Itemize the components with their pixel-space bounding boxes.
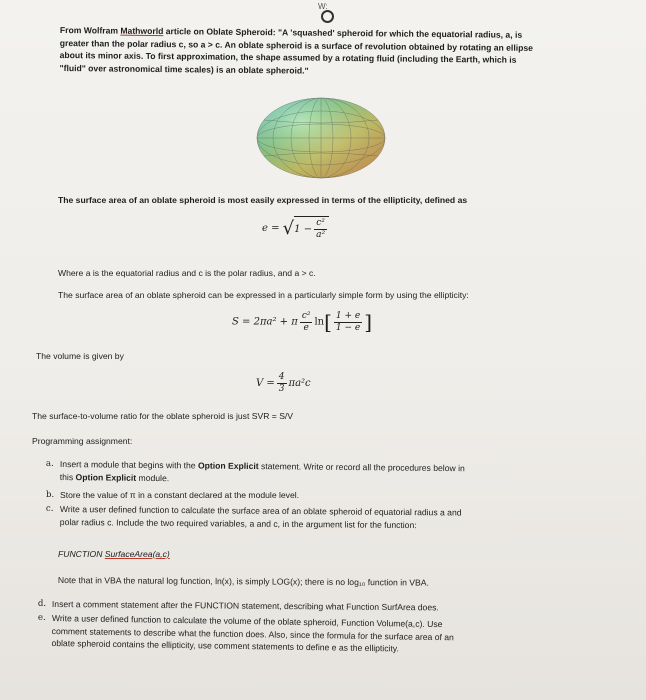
sqrt-icon: √ bbox=[282, 218, 295, 239]
volume-line: The volume is given by bbox=[36, 351, 124, 361]
header-mark: W: bbox=[318, 2, 328, 11]
intro-line-4: "fluid" over astronomical time scales) is an oblate spheroid." bbox=[59, 62, 309, 76]
function-signature: FUNCTION SurfaceArea(a,c) bbox=[58, 549, 170, 559]
mathworld-link[interactable]: Mathworld bbox=[120, 25, 164, 37]
circle-mark-icon bbox=[321, 10, 334, 23]
programming-title: Programming assignment: bbox=[32, 436, 133, 446]
oblate-spheroid-image bbox=[254, 96, 388, 180]
equation-surface-area: S = 2πa² + π $\frac{\text{c²}}{e}$ ln[ $\frac{1 + e}{1 - e}$ ] bbox=[232, 310, 373, 334]
note-line: Note that in VBA the natural log function, ln(x), is simply LOG(x); there is no log₁₀ function in VBA. bbox=[57, 575, 429, 588]
intro-line-3: about its minor axis. To first approximation, the shape assumed by a rotating fluid (including the Earth, which is bbox=[59, 50, 517, 65]
equation-ellipticity: e = √1 − $\frac{\text{c²}}{\text{a²}}$ bbox=[262, 216, 329, 241]
item-e: e. Write a user defined function to calculate the volume of the oblate spheroid, Function Volume(a,c). Use comment statements to describe what the function does. Also, since the formula for the surface area of an oblate spheroid contains the ellipticity, use comment statements to define e as the ellipticity. bbox=[37, 612, 454, 654]
surface-line: The surface area of an oblate spheroid can be expressed in a particularly simple form by using the ellipticity: bbox=[58, 290, 469, 300]
intro-line-2: greater than the polar radius c, so a > c. An oblate spheroid is a surface of revolution obtained by rotating an ellipse bbox=[59, 37, 533, 53]
svr-line: The surface-to-volume ratio for the oblate spheroid is just SVR = S/V bbox=[32, 411, 294, 421]
item-c: c. Write a user defined function to calculate the surface area of an oblate spheroid of equatorial radius a and polar radius c. Include the two required variables, a and c, in the argument list for the function: bbox=[45, 503, 462, 530]
item-b: b. Store the value of π in a constant declared at the module level. bbox=[46, 490, 300, 500]
intro-line-1: From Wolfram Mathworld article on Oblate Spheroid: "A 'squashed' spheroid for which the equatorial radius, a, is bbox=[59, 24, 523, 40]
where-line: Where a is the equatorial radius and c is the polar radius, and a > c. bbox=[58, 268, 316, 278]
item-d: d. Insert a comment statement after the FUNCTION statement, describing what Function SurfArea does. bbox=[37, 598, 439, 613]
equation-volume: V = $\frac{4}{3}$ πa²c bbox=[256, 372, 311, 394]
surface-intro: The surface area of an oblate spheroid is most easily expressed in terms of the ellipticity, defined as bbox=[58, 195, 468, 205]
intro-paragraph bbox=[59, 24, 533, 79]
item-a: a. Insert a module that begins with the Option Explicit statement. Write or record all the procedures below in this Option Explicit module. bbox=[45, 458, 465, 483]
